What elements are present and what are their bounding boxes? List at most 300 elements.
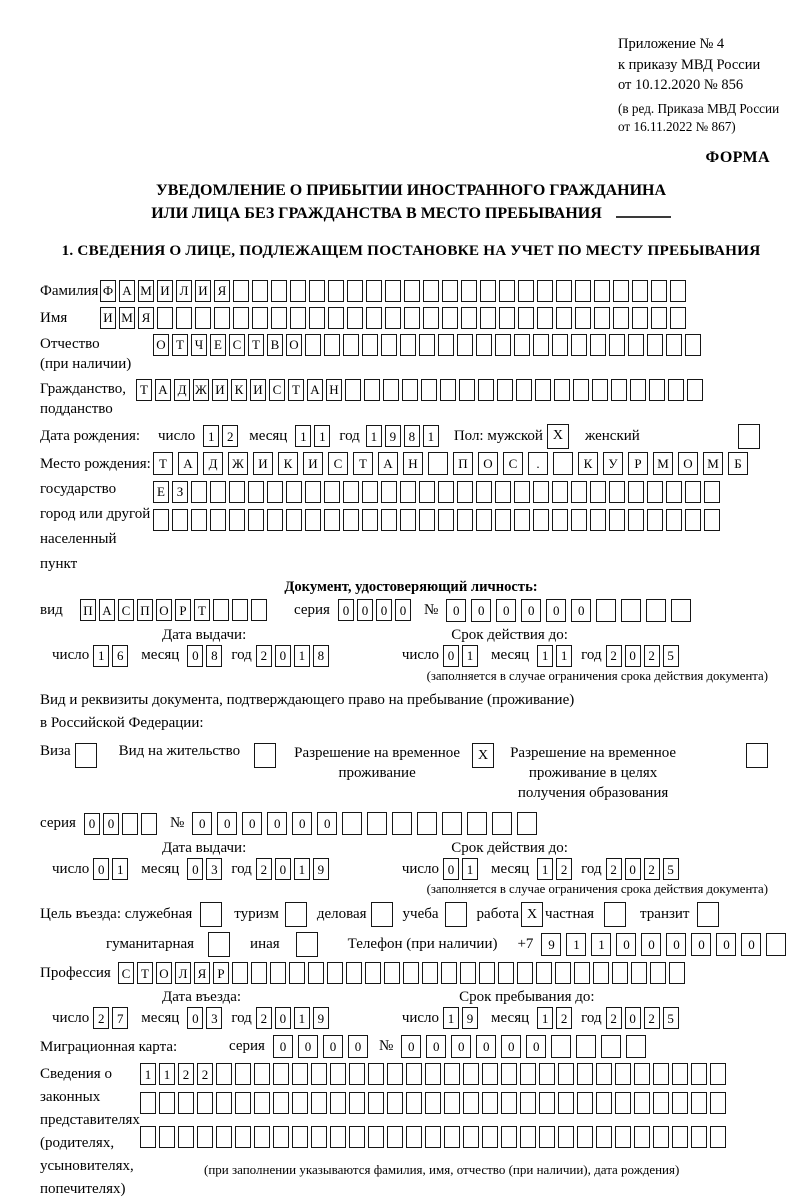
- form-cell[interactable]: 1: [423, 425, 439, 447]
- form-cell[interactable]: 7: [112, 1007, 128, 1029]
- form-cell[interactable]: [539, 1126, 555, 1148]
- form-cell[interactable]: [290, 280, 306, 302]
- form-cell[interactable]: [406, 1063, 422, 1085]
- form-cell[interactable]: [159, 1092, 175, 1114]
- form-cell[interactable]: 0: [275, 858, 291, 880]
- form-cell[interactable]: Т: [288, 379, 304, 401]
- form-cell[interactable]: [704, 481, 720, 503]
- form-cell[interactable]: [438, 334, 454, 356]
- form-cell[interactable]: [191, 481, 207, 503]
- form-cell[interactable]: И: [303, 452, 323, 475]
- form-cell[interactable]: [402, 379, 418, 401]
- form-cell[interactable]: Д: [203, 452, 223, 475]
- mig-series-cells[interactable]: [273, 1035, 373, 1058]
- form-cell[interactable]: [520, 1126, 536, 1148]
- form-cell[interactable]: [327, 962, 343, 984]
- form-cell[interactable]: [457, 334, 473, 356]
- form-cell[interactable]: [273, 1063, 289, 1085]
- form-cell[interactable]: [571, 509, 587, 531]
- form-cell[interactable]: [438, 481, 454, 503]
- stay-day-cells[interactable]: [443, 1007, 481, 1029]
- form-cell[interactable]: [273, 1126, 289, 1148]
- form-cell[interactable]: О: [286, 334, 302, 356]
- form-cell[interactable]: [267, 509, 283, 531]
- form-cell[interactable]: 2: [606, 645, 622, 667]
- form-cell[interactable]: [601, 1035, 621, 1058]
- form-cell[interactable]: 0: [93, 858, 109, 880]
- form-cell[interactable]: [476, 481, 492, 503]
- form-cell[interactable]: [461, 307, 477, 329]
- rvp-edu-checkbox[interactable]: [746, 743, 768, 768]
- given-name-cells[interactable]: [100, 307, 689, 329]
- form-cell[interactable]: 0: [526, 1035, 546, 1058]
- form-cell[interactable]: [349, 1063, 365, 1085]
- form-cell[interactable]: [651, 307, 667, 329]
- form-cell[interactable]: [463, 1063, 479, 1085]
- form-cell[interactable]: [232, 599, 248, 621]
- form-cell[interactable]: [518, 280, 534, 302]
- form-cell[interactable]: [575, 280, 591, 302]
- form-cell[interactable]: [422, 962, 438, 984]
- form-cell[interactable]: [235, 1092, 251, 1114]
- form-cell[interactable]: 0: [546, 599, 566, 622]
- reps-cells-row-2[interactable]: [140, 1092, 729, 1114]
- doc-kind-cells[interactable]: [80, 599, 270, 621]
- form-cell[interactable]: [517, 812, 537, 835]
- form-cell[interactable]: [476, 334, 492, 356]
- form-cell[interactable]: И: [250, 379, 266, 401]
- form-cell[interactable]: [233, 307, 249, 329]
- form-cell[interactable]: [613, 280, 629, 302]
- form-cell[interactable]: [457, 481, 473, 503]
- form-cell[interactable]: К: [231, 379, 247, 401]
- form-cell[interactable]: 1: [112, 858, 128, 880]
- form-cell[interactable]: [520, 1063, 536, 1085]
- form-cell[interactable]: 2: [556, 1007, 572, 1029]
- form-cell[interactable]: [592, 379, 608, 401]
- form-cell[interactable]: [556, 280, 572, 302]
- form-cell[interactable]: 2: [644, 645, 660, 667]
- form-cell[interactable]: [438, 509, 454, 531]
- form-cell[interactable]: [311, 1126, 327, 1148]
- form-cell[interactable]: [289, 962, 305, 984]
- form-cell[interactable]: [252, 307, 268, 329]
- form-cell[interactable]: 0: [348, 1035, 368, 1058]
- form-cell[interactable]: [347, 280, 363, 302]
- form-cell[interactable]: [210, 481, 226, 503]
- form-cell[interactable]: Ж: [193, 379, 209, 401]
- form-cell[interactable]: И: [212, 379, 228, 401]
- sex-female-checkbox[interactable]: [738, 424, 760, 449]
- form-cell[interactable]: Е: [153, 481, 169, 503]
- entry-month-cells[interactable]: [187, 1007, 225, 1029]
- form-cell[interactable]: 9: [313, 858, 329, 880]
- form-cell[interactable]: [421, 379, 437, 401]
- form-cell[interactable]: [631, 962, 647, 984]
- form-cell[interactable]: 1: [140, 1063, 156, 1085]
- form-cell[interactable]: 1: [295, 425, 311, 447]
- form-cell[interactable]: [442, 812, 462, 835]
- form-cell[interactable]: [213, 599, 229, 621]
- form-cell[interactable]: [596, 1126, 612, 1148]
- form-cell[interactable]: В: [267, 334, 283, 356]
- form-cell[interactable]: [425, 1063, 441, 1085]
- form-cell[interactable]: [172, 509, 188, 531]
- form-cell[interactable]: 2: [222, 425, 238, 447]
- doc-number-cells[interactable]: [446, 599, 696, 622]
- res-series-cells[interactable]: [84, 813, 160, 835]
- form-cell[interactable]: 0: [395, 599, 411, 621]
- form-cell[interactable]: [254, 1092, 270, 1114]
- res-issue-day-cells[interactable]: [93, 858, 131, 880]
- form-cell[interactable]: [368, 1092, 384, 1114]
- form-cell[interactable]: [463, 1092, 479, 1114]
- form-cell[interactable]: [417, 812, 437, 835]
- form-cell[interactable]: [710, 1063, 726, 1085]
- form-cell[interactable]: 1: [566, 933, 586, 956]
- birth-month-cells[interactable]: [295, 425, 333, 447]
- form-cell[interactable]: С: [118, 962, 134, 984]
- form-cell[interactable]: [593, 962, 609, 984]
- form-cell[interactable]: З: [172, 481, 188, 503]
- form-cell[interactable]: Ф: [100, 280, 116, 302]
- purpose-humanitarian-checkbox[interactable]: [208, 932, 230, 957]
- form-cell[interactable]: 8: [206, 645, 222, 667]
- form-cell[interactable]: [653, 1126, 669, 1148]
- form-cell[interactable]: У: [603, 452, 623, 475]
- form-cell[interactable]: [442, 280, 458, 302]
- form-cell[interactable]: О: [156, 599, 172, 621]
- form-cell[interactable]: [571, 481, 587, 503]
- form-cell[interactable]: [499, 280, 515, 302]
- form-cell[interactable]: [517, 962, 533, 984]
- form-cell[interactable]: 0: [625, 645, 641, 667]
- form-cell[interactable]: [362, 334, 378, 356]
- form-cell[interactable]: [292, 1092, 308, 1114]
- form-cell[interactable]: 1: [294, 858, 310, 880]
- form-cell[interactable]: [324, 334, 340, 356]
- stay-month-cells[interactable]: [537, 1007, 575, 1029]
- form-cell[interactable]: [305, 509, 321, 531]
- form-cell[interactable]: [309, 307, 325, 329]
- birth-place-cells-row-2[interactable]: [153, 481, 723, 503]
- form-cell[interactable]: К: [278, 452, 298, 475]
- form-cell[interactable]: [362, 481, 378, 503]
- form-cell[interactable]: [653, 1063, 669, 1085]
- form-cell[interactable]: [670, 307, 686, 329]
- form-cell[interactable]: [346, 962, 362, 984]
- form-cell[interactable]: [551, 1035, 571, 1058]
- form-cell[interactable]: П: [80, 599, 96, 621]
- form-cell[interactable]: 0: [323, 1035, 343, 1058]
- res-issue-month-cells[interactable]: [187, 858, 225, 880]
- form-cell[interactable]: 2: [178, 1063, 194, 1085]
- patronymic-cells[interactable]: [153, 334, 704, 356]
- form-cell[interactable]: 5: [663, 1007, 679, 1029]
- form-cell[interactable]: [229, 481, 245, 503]
- form-cell[interactable]: [292, 1063, 308, 1085]
- reps-cells-row-1[interactable]: [140, 1063, 729, 1085]
- form-cell[interactable]: [140, 1092, 156, 1114]
- form-cell[interactable]: 0: [641, 933, 661, 956]
- form-cell[interactable]: 0: [275, 1007, 291, 1029]
- form-cell[interactable]: [286, 481, 302, 503]
- form-cell[interactable]: А: [99, 599, 115, 621]
- form-cell[interactable]: [235, 1063, 251, 1085]
- form-cell[interactable]: Т: [137, 962, 153, 984]
- birth-place-cells-row-1[interactable]: [153, 452, 753, 475]
- form-cell[interactable]: [590, 334, 606, 356]
- mig-number-cells[interactable]: [401, 1035, 651, 1058]
- form-cell[interactable]: [343, 334, 359, 356]
- form-cell[interactable]: 2: [644, 858, 660, 880]
- form-cell[interactable]: [286, 509, 302, 531]
- res-issue-year-cells[interactable]: [256, 858, 332, 880]
- form-cell[interactable]: 9: [313, 1007, 329, 1029]
- purpose-business-checkbox[interactable]: [371, 902, 393, 927]
- form-cell[interactable]: [647, 334, 663, 356]
- form-cell[interactable]: 1: [462, 858, 478, 880]
- form-cell[interactable]: [364, 379, 380, 401]
- form-cell[interactable]: [536, 962, 552, 984]
- form-cell[interactable]: [459, 379, 475, 401]
- form-cell[interactable]: [558, 1063, 574, 1085]
- form-cell[interactable]: [178, 1092, 194, 1114]
- form-cell[interactable]: [343, 481, 359, 503]
- purpose-official-checkbox[interactable]: [200, 902, 222, 927]
- form-cell[interactable]: 2: [556, 858, 572, 880]
- form-cell[interactable]: О: [153, 334, 169, 356]
- form-cell[interactable]: [539, 1063, 555, 1085]
- purpose-other-checkbox[interactable]: [296, 932, 318, 957]
- form-cell[interactable]: [672, 1092, 688, 1114]
- form-cell[interactable]: [423, 307, 439, 329]
- form-cell[interactable]: [324, 481, 340, 503]
- form-cell[interactable]: 1: [159, 1063, 175, 1085]
- form-cell[interactable]: [520, 1092, 536, 1114]
- form-cell[interactable]: [305, 334, 321, 356]
- form-cell[interactable]: [425, 1092, 441, 1114]
- phone-cells[interactable]: [541, 933, 791, 956]
- vnj-checkbox[interactable]: [254, 743, 276, 768]
- form-cell[interactable]: 0: [401, 1035, 421, 1058]
- form-cell[interactable]: 0: [616, 933, 636, 956]
- form-cell[interactable]: [444, 1126, 460, 1148]
- form-cell[interactable]: 0: [625, 1007, 641, 1029]
- form-cell[interactable]: [381, 334, 397, 356]
- form-cell[interactable]: И: [253, 452, 273, 475]
- form-cell[interactable]: 0: [217, 812, 237, 835]
- form-cell[interactable]: 2: [93, 1007, 109, 1029]
- form-cell[interactable]: [537, 280, 553, 302]
- form-cell[interactable]: [480, 307, 496, 329]
- form-cell[interactable]: 8: [313, 645, 329, 667]
- form-cell[interactable]: [609, 509, 625, 531]
- form-cell[interactable]: [385, 280, 401, 302]
- form-cell[interactable]: [553, 452, 573, 475]
- form-cell[interactable]: [328, 280, 344, 302]
- form-cell[interactable]: С: [118, 599, 134, 621]
- form-cell[interactable]: 1: [294, 645, 310, 667]
- form-cell[interactable]: И: [157, 280, 173, 302]
- form-cell[interactable]: [666, 509, 682, 531]
- form-cell[interactable]: [191, 509, 207, 531]
- form-cell[interactable]: 0: [443, 645, 459, 667]
- form-cell[interactable]: [235, 1126, 251, 1148]
- form-cell[interactable]: 0: [471, 599, 491, 622]
- form-cell[interactable]: А: [178, 452, 198, 475]
- form-cell[interactable]: М: [703, 452, 723, 475]
- form-cell[interactable]: Т: [353, 452, 373, 475]
- form-cell[interactable]: 2: [256, 858, 272, 880]
- form-cell[interactable]: [343, 509, 359, 531]
- reps-cells-row-3[interactable]: [140, 1126, 729, 1148]
- form-cell[interactable]: [492, 812, 512, 835]
- form-cell[interactable]: [271, 280, 287, 302]
- form-cell[interactable]: 5: [663, 645, 679, 667]
- form-cell[interactable]: 0: [716, 933, 736, 956]
- form-cell[interactable]: 0: [446, 599, 466, 622]
- purpose-transit-checkbox[interactable]: [697, 902, 719, 927]
- form-cell[interactable]: 1: [203, 425, 219, 447]
- form-cell[interactable]: [141, 813, 157, 835]
- form-cell[interactable]: 0: [496, 599, 516, 622]
- profession-cells[interactable]: [118, 962, 688, 984]
- form-cell[interactable]: [273, 1092, 289, 1114]
- form-cell[interactable]: [216, 1092, 232, 1114]
- form-cell[interactable]: [671, 599, 691, 622]
- form-cell[interactable]: К: [578, 452, 598, 475]
- form-cell[interactable]: [577, 1063, 593, 1085]
- form-cell[interactable]: [157, 307, 173, 329]
- form-cell[interactable]: [311, 1092, 327, 1114]
- form-cell[interactable]: С: [229, 334, 245, 356]
- form-cell[interactable]: [387, 1126, 403, 1148]
- form-cell[interactable]: 2: [256, 1007, 272, 1029]
- form-cell[interactable]: [324, 509, 340, 531]
- form-cell[interactable]: [197, 1092, 213, 1114]
- form-cell[interactable]: [609, 334, 625, 356]
- purpose-study-checkbox[interactable]: [445, 902, 467, 927]
- form-cell[interactable]: [670, 280, 686, 302]
- form-cell[interactable]: Л: [176, 280, 192, 302]
- form-cell[interactable]: [248, 509, 264, 531]
- form-cell[interactable]: [419, 334, 435, 356]
- form-cell[interactable]: [596, 599, 616, 622]
- form-cell[interactable]: [444, 1092, 460, 1114]
- form-cell[interactable]: [609, 481, 625, 503]
- form-cell[interactable]: 2: [606, 1007, 622, 1029]
- form-cell[interactable]: [366, 307, 382, 329]
- birth-year-cells[interactable]: [366, 425, 442, 447]
- form-cell[interactable]: [573, 379, 589, 401]
- form-cell[interactable]: Я: [214, 280, 230, 302]
- form-cell[interactable]: [384, 962, 400, 984]
- form-cell[interactable]: [467, 812, 487, 835]
- form-cell[interactable]: [178, 1126, 194, 1148]
- form-cell[interactable]: [537, 307, 553, 329]
- form-cell[interactable]: 0: [242, 812, 262, 835]
- sex-male-checkbox[interactable]: X: [547, 424, 569, 449]
- form-cell[interactable]: [666, 334, 682, 356]
- form-cell[interactable]: 0: [292, 812, 312, 835]
- entry-year-cells[interactable]: [256, 1007, 332, 1029]
- form-cell[interactable]: Е: [210, 334, 226, 356]
- form-cell[interactable]: Р: [175, 599, 191, 621]
- form-cell[interactable]: [552, 481, 568, 503]
- form-cell[interactable]: О: [678, 452, 698, 475]
- form-cell[interactable]: [482, 1126, 498, 1148]
- form-cell[interactable]: [691, 1092, 707, 1114]
- form-cell[interactable]: [305, 481, 321, 503]
- form-cell[interactable]: 0: [84, 813, 100, 835]
- form-cell[interactable]: 0: [317, 812, 337, 835]
- form-cell[interactable]: С: [269, 379, 285, 401]
- form-cell[interactable]: [533, 509, 549, 531]
- form-cell[interactable]: 9: [385, 425, 401, 447]
- form-cell[interactable]: С: [503, 452, 523, 475]
- form-cell[interactable]: [419, 509, 435, 531]
- form-cell[interactable]: [345, 379, 361, 401]
- form-cell[interactable]: [577, 1126, 593, 1148]
- birth-place-cells-row-3[interactable]: [153, 509, 723, 531]
- doc-series-cells[interactable]: [338, 599, 414, 621]
- form-cell[interactable]: [232, 962, 248, 984]
- id-valid-year-cells[interactable]: [606, 645, 682, 667]
- id-valid-day-cells[interactable]: [443, 645, 481, 667]
- form-cell[interactable]: 0: [192, 812, 212, 835]
- form-cell[interactable]: 1: [537, 858, 553, 880]
- form-cell[interactable]: Л: [175, 962, 191, 984]
- form-cell[interactable]: 0: [741, 933, 761, 956]
- stay-year-cells[interactable]: [606, 1007, 682, 1029]
- form-cell[interactable]: [271, 307, 287, 329]
- form-cell[interactable]: [349, 1126, 365, 1148]
- form-cell[interactable]: [514, 509, 530, 531]
- form-cell[interactable]: [482, 1063, 498, 1085]
- form-cell[interactable]: 8: [404, 425, 420, 447]
- form-cell[interactable]: [632, 307, 648, 329]
- form-cell[interactable]: [634, 1092, 650, 1114]
- form-cell[interactable]: О: [156, 962, 172, 984]
- form-cell[interactable]: 0: [275, 645, 291, 667]
- form-cell[interactable]: [634, 1126, 650, 1148]
- form-cell[interactable]: 2: [197, 1063, 213, 1085]
- form-cell[interactable]: [479, 962, 495, 984]
- form-cell[interactable]: 0: [666, 933, 686, 956]
- form-cell[interactable]: Ч: [191, 334, 207, 356]
- form-cell[interactable]: [596, 1092, 612, 1114]
- form-cell[interactable]: Д: [174, 379, 190, 401]
- form-cell[interactable]: [406, 1092, 422, 1114]
- form-cell[interactable]: 5: [663, 858, 679, 880]
- purpose-tourism-checkbox[interactable]: [285, 902, 307, 927]
- form-cell[interactable]: [594, 280, 610, 302]
- form-cell[interactable]: 3: [206, 1007, 222, 1029]
- form-cell[interactable]: Р: [213, 962, 229, 984]
- form-cell[interactable]: 0: [571, 599, 591, 622]
- form-cell[interactable]: А: [155, 379, 171, 401]
- purpose-work-checkbox[interactable]: X: [521, 902, 543, 927]
- form-cell[interactable]: [649, 379, 665, 401]
- form-cell[interactable]: [555, 962, 571, 984]
- form-cell[interactable]: [400, 481, 416, 503]
- form-cell[interactable]: Ж: [228, 452, 248, 475]
- form-cell[interactable]: [498, 962, 514, 984]
- form-cell[interactable]: [248, 481, 264, 503]
- form-cell[interactable]: 0: [273, 1035, 293, 1058]
- form-cell[interactable]: Р: [628, 452, 648, 475]
